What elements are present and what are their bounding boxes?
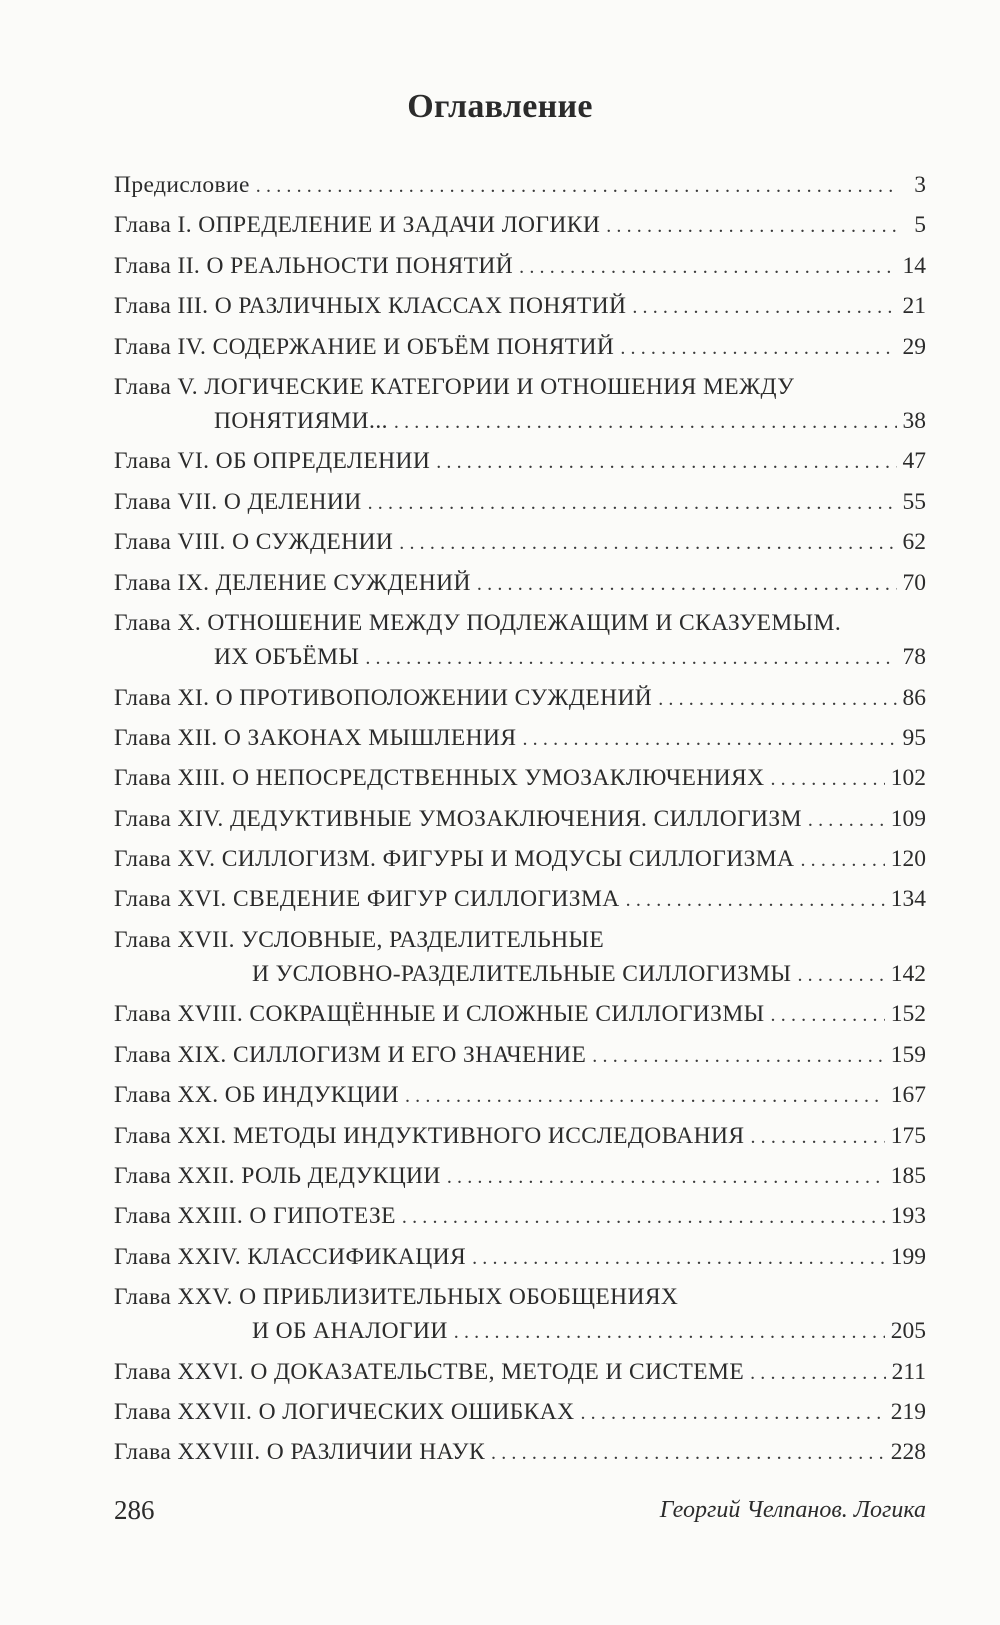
toc-entry — [114, 721, 926, 761]
toc-entry-label: Глава VIII. О СУЖДЕНИИ — [114, 529, 394, 556]
leader-dots — [477, 567, 897, 601]
toc-entry-page: 175 — [890, 1122, 926, 1149]
toc-entry-page: 70 — [902, 569, 926, 596]
toc-entry-page: 120 — [890, 846, 926, 873]
toc-entry — [114, 1119, 926, 1159]
toc-entry-page: 205 — [890, 1318, 926, 1345]
leader-dots — [402, 1200, 885, 1234]
toc-entry — [114, 370, 926, 445]
toc-entry — [114, 1435, 926, 1475]
toc-entry — [114, 681, 926, 721]
toc-entry-label: Глава III. О РАЗЛИЧНЫХ КЛАССАХ ПОНЯТИЙ — [114, 293, 627, 320]
toc-entry-label: Глава II. О РЕАЛЬНОСТИ ПОНЯТИЙ — [114, 252, 514, 279]
leader-dots — [365, 641, 896, 675]
toc-entry-label: Глава V. ЛОГИЧЕСКИЕ КАТЕГОРИИ И ОТНОШЕНИЯ МЕЖДУ — [114, 373, 795, 400]
toc-entry-page: 55 — [902, 488, 926, 515]
toc-entry-page: 47 — [902, 448, 926, 475]
toc-entry-label: Глава XXI. МЕТОДЫ ИНДУКТИВНОГО ИССЛЕДОВАНИЯ — [114, 1122, 745, 1149]
toc-entry-label: Предисловие — [114, 172, 250, 198]
leader-dots — [620, 331, 896, 365]
leader-dots — [368, 486, 897, 520]
toc-entry-label: Глава XVII. УСЛОВНЫЕ, РАЗДЕЛИТЕЛЬНЫЕ — [114, 926, 605, 953]
toc-entry-label: Глава XXVIII. О РАЗЛИЧИИ НАУК — [114, 1439, 486, 1466]
toc-entry — [114, 566, 926, 606]
toc-entry-page: 62 — [902, 529, 926, 556]
toc-entry — [114, 485, 926, 525]
toc-entry — [114, 882, 926, 922]
toc-entry-label: Глава VII. О ДЕЛЕНИИ — [114, 488, 362, 515]
toc-entry-page: 211 — [891, 1358, 926, 1385]
leader-dots — [472, 1241, 885, 1275]
leader-dots — [491, 1436, 885, 1470]
toc-entry-page: 185 — [890, 1162, 926, 1189]
toc-entry — [114, 1395, 926, 1435]
toc-entry-label: Глава XVI. СВЕДЕНИЕ ФИГУР СИЛЛОГИЗМА — [114, 886, 620, 913]
toc-entry — [114, 606, 926, 681]
toc-entry-label: Глава XXII. РОЛЬ ДЕДУКЦИИ — [114, 1162, 441, 1189]
leader-dots — [394, 405, 897, 439]
toc-entry-label-cont: ПОНЯТИЯМИ... — [214, 407, 388, 434]
toc-entry-page: 219 — [890, 1398, 926, 1425]
toc-entry-page: 86 — [902, 684, 926, 711]
leader-dots — [750, 1120, 884, 1154]
leader-dots — [405, 1079, 885, 1113]
toc-entry-label: Глава XX. ОБ ИНДУКЦИИ — [114, 1082, 399, 1109]
toc-entry-label: Глава XXVI. О ДОКАЗАТЕЛЬСТВЕ, МЕТОДЕ И СИСТЕМЕ — [114, 1358, 745, 1385]
leader-dots — [800, 843, 884, 877]
toc-entry — [114, 444, 926, 484]
toc-entry-page: 152 — [890, 1001, 926, 1028]
toc-entry — [114, 1280, 926, 1355]
toc-entry — [114, 923, 926, 998]
toc-entry-page: 167 — [890, 1082, 926, 1109]
toc-entry — [114, 1355, 926, 1395]
toc-entry-label: Глава XI. О ПРОТИВОПОЛОЖЕНИИ СУЖДЕНИЙ — [114, 684, 653, 711]
leader-dots — [454, 1315, 885, 1349]
toc-entry-page: 228 — [890, 1439, 926, 1466]
toc-entry — [114, 208, 926, 248]
toc-entry-page: 134 — [890, 886, 926, 913]
leader-dots — [447, 1160, 885, 1194]
toc-entry — [114, 249, 926, 289]
toc-entry-label-cont: И УСЛОВНО-РАЗДЕЛИТЕЛЬНЫЕ СИЛЛОГИЗМЫ — [252, 960, 792, 987]
leader-dots — [770, 762, 884, 796]
toc-entry-label: Глава XV. СИЛЛОГИЗМ. ФИГУРЫ И МОДУСЫ СИЛЛОГИЗМА — [114, 846, 795, 873]
leader-dots — [522, 722, 896, 756]
toc-entry-label: Глава XXVII. О ЛОГИЧЕСКИХ ОШИБКАХ — [114, 1398, 575, 1425]
running-footer: Георгий Челпанов. Логика — [659, 1497, 926, 1523]
toc-entry — [114, 168, 926, 208]
page-title: Оглавление — [407, 88, 593, 125]
toc-entry-page: 95 — [902, 724, 926, 751]
toc-entry-page: 5 — [914, 212, 926, 239]
toc-entry — [114, 330, 926, 370]
toc-entry-page: 102 — [890, 765, 926, 792]
toc-entry-label-cont: ИХ ОБЪЁМЫ — [214, 644, 360, 671]
leader-dots — [580, 1396, 884, 1430]
leader-dots — [797, 958, 884, 992]
leader-dots — [626, 883, 885, 917]
leader-dots — [519, 250, 896, 284]
toc-entry-page: 3 — [914, 172, 926, 198]
toc-entry-label: Глава IX. ДЕЛЕНИЕ СУЖДЕНИЙ — [114, 569, 471, 596]
toc-entry-label: Глава XIV. ДЕДУКТИВНЫЕ УМОЗАКЛЮЧЕНИЯ. СИЛЛОГИЗМ — [114, 805, 802, 832]
toc-entry — [114, 1078, 926, 1118]
leader-dots — [256, 169, 898, 203]
toc-entry-label: Глава XXIV. КЛАССИФИКАЦИЯ — [114, 1243, 467, 1270]
toc-entry-page: 38 — [902, 407, 926, 434]
toc-entry — [114, 1199, 926, 1239]
toc-entry-label: Глава XXIII. О ГИПОТЕЗЕ — [114, 1203, 396, 1230]
toc-entry-page: 193 — [890, 1203, 926, 1230]
toc-entry-page: 109 — [890, 805, 926, 832]
toc-entry-label: Глава X. ОТНОШЕНИЕ МЕЖДУ ПОДЛЕЖАЩИМ И СКАЗУЕМЫМ. — [114, 610, 842, 637]
toc-entry-label: Глава XIX. СИЛЛОГИЗМ И ЕГО ЗНАЧЕНИЕ — [114, 1041, 587, 1068]
toc-entry — [114, 525, 926, 565]
toc-entry-label: Глава IV. СОДЕРЖАНИЕ И ОБЪЁМ ПОНЯТИЙ — [114, 333, 615, 360]
toc-entry-label: Глава XIII. О НЕПОСРЕДСТВЕННЫХ УМОЗАКЛЮЧЕНИЯХ — [114, 765, 765, 792]
toc-entry — [114, 1038, 926, 1078]
leader-dots — [632, 290, 896, 324]
toc-entry-label: Глава XXV. О ПРИБЛИЗИТЕЛЬНЫХ ОБОБЩЕНИЯХ — [114, 1284, 679, 1311]
leader-dots — [592, 1039, 884, 1073]
toc-entry — [114, 997, 926, 1037]
toc-entry-page: 29 — [902, 333, 926, 360]
table-of-contents — [114, 168, 926, 1476]
toc-entry — [114, 1240, 926, 1280]
toc-entry-page: 199 — [890, 1243, 926, 1270]
leader-dots — [750, 1356, 886, 1390]
leader-dots — [436, 445, 896, 479]
toc-entry-label: Глава VI. ОБ ОПРЕДЕЛЕНИИ — [114, 448, 431, 475]
toc-entry-page: 142 — [890, 960, 926, 987]
toc-entry-label-cont: И ОБ АНАЛОГИИ — [252, 1318, 448, 1345]
toc-entry-page: 78 — [902, 644, 926, 671]
toc-entry-label: Глава XII. О ЗАКОНАХ МЫШЛЕНИЯ — [114, 724, 517, 751]
toc-entry-page: 21 — [902, 293, 926, 320]
toc-entry — [114, 289, 926, 329]
leader-dots — [771, 998, 885, 1032]
toc-entry — [114, 802, 926, 842]
toc-entry-label: Глава XVIII. СОКРАЩЁННЫЕ И СЛОЖНЫЕ СИЛЛОГИЗМЫ — [114, 1001, 765, 1028]
toc-entry-page: 14 — [902, 252, 926, 279]
toc-entry — [114, 761, 926, 801]
leader-dots — [808, 803, 885, 837]
toc-entry — [114, 1159, 926, 1199]
page-number: 286 — [114, 1495, 155, 1525]
leader-dots — [606, 209, 898, 243]
leader-dots — [658, 682, 896, 716]
toc-entry-page: 159 — [890, 1041, 926, 1068]
toc-entry-label: Глава I. ОПРЕДЕЛЕНИЕ И ЗАДАЧИ ЛОГИКИ — [114, 212, 601, 239]
toc-entry — [114, 842, 926, 882]
leader-dots — [399, 526, 896, 560]
